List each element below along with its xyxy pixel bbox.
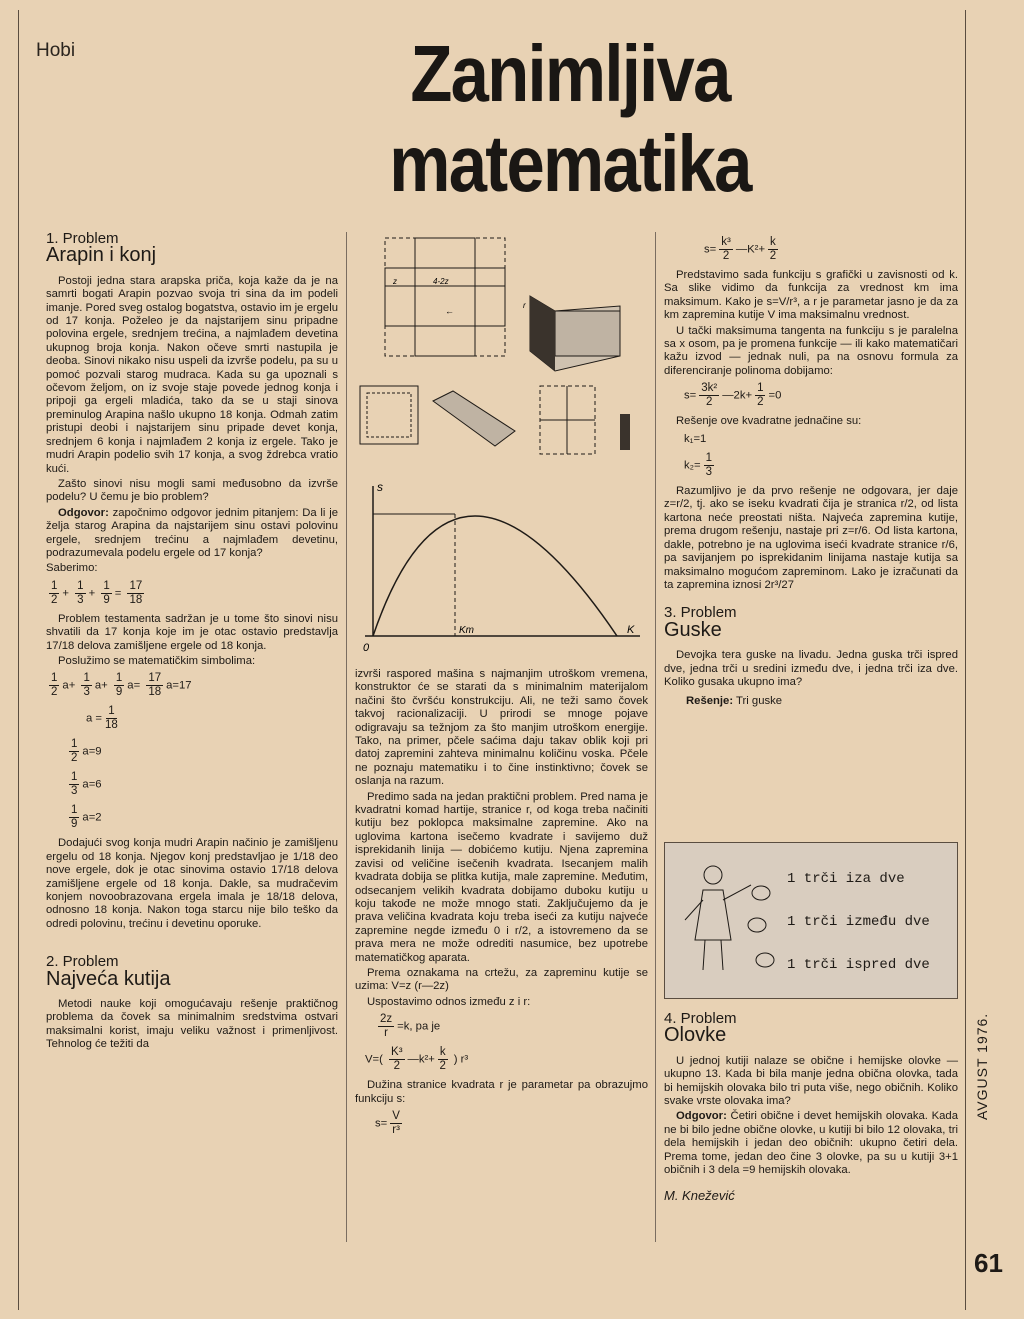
paragraph: Zašto sinovi nisu mogli sami međusobno da izvrše podelu? U čemu je bio problem? [46,477,338,504]
paragraph: Razumljivo je da prvo rešenje ne odgovara, jer daje z=r/2, tj. ako se iseku kvadrati čija je stranica r/2, od lista kartona neće preostati ništa. Najveća zapremina kutije, prema drugom rešenju, nastaje pri z=r/6. Od lista kartona, dakle, potrebno je na uglovima iseći kvadrate stranice r/6, pa savijanjem po isprekidanim linijama nastaje kutija sa maksimalno mogućom zapreminom. Lako je izračunati da ta zapremina iznosi 2r³/27 [664,485,958,591]
box-figures [355,236,648,666]
formula-derivative: s= $\frac{\text{3k²}}{2}$ —2k+ $\frac{1}{2}$ =0 [684,382,782,409]
section-label: Hobi [36,40,76,61]
answer-text: Tri guske [733,695,783,708]
formula-equation: $\frac{1}{2}$ a+ $\frac{1}{3}$ a+ $\frac{1}{9}$ a= $\frac{17}{18}$ a=17 [51,672,192,699]
paragraph: U jednoj kutiji nalaze se obične i hemijske olovke — ukupno 13. Kada bi bila manje jedna obična olovka, tada bi hemijskih olovaka bilo tri puta više, nego običnih. Koliko svake vrste olovaka ima? [664,1054,958,1108]
formula-third: $\frac{1}{3}$ a=6 [71,771,102,798]
paragraph: Rešenje ove kvadratne jednačine su: [676,415,862,428]
formula-k: $\frac{2z}{r}$ =k, pa je [380,1013,441,1040]
fig-label-mid: 4-2z [433,277,449,286]
title-line-2: matematika [389,119,751,208]
paragraph: Poslužimo se matematičkim simbolima: [58,654,256,667]
column-divider [655,232,656,1242]
formula-a: a = $\frac{1}{18}$ [86,705,118,732]
frac-num: 17 [129,579,143,592]
formula-s-label: s= [684,389,697,402]
paragraph: Problem testamenta sadržan je u tome što sinovi nisu shvatili da 17 konja koje im je otac ostavio predstavlja 17/18 delova zamišljene ergele od 18 konja. [46,612,338,652]
formula-result: a=6 [82,778,102,791]
paragraph: Prema oznakama na crtežu, za zapreminu kutije se uzima: V=z (r—2z) [355,966,648,993]
problem-2-title: Najveća kutija [46,967,171,990]
column-3-bottom [664,1012,958,1203]
formula-sum: $\frac{1}{2}$ + $\frac{1}{3}$ + $\frac{1}{9}$ = $\frac{17}{18}$ [51,579,143,606]
problem-2-number: 2. Problem [46,953,119,971]
formula-result: a=17 [166,679,192,692]
column-1 [46,232,338,1054]
paragraph: Dodajući svog konja mudri Arapin načinio je zamišljenu ergelu od 18 konja. Njegov konj predstavljao je 1/18 deo nove ergele, dok je otac sinovima ostavio 17/18 delova zamišljene ergele od 18 konja. Dakle, sa mudračevim konjem novoobrazovana ergela imala je 18/18 delova, odnosno 18 konja. Nakon toga starcu nije bilo teško da odredi polovinu, trećinu i devetinu oporuke. [46,837,338,930]
graph-s: s [377,480,383,494]
goose-line-3: 1 trči ispred dve [787,957,930,973]
problem-3-number: 3. Problem [664,604,737,622]
goose-line-1: 1 trči iza dve [787,871,905,887]
answer-label: Rešenje: [686,695,734,708]
problem-3-title: Guske [664,618,722,641]
answer-paragraph [664,1110,958,1177]
formula-s: s= $\frac{V}{\text{r³}}$ [375,1109,400,1136]
svg-text:←: ← [445,306,454,316]
formula-s-label: s= [704,243,717,256]
geese-illustration [664,842,958,999]
problem-4-title: Olovke [664,1024,727,1047]
formula-k2-label: k₂= [684,459,701,472]
paragraph: Predstavimo sada funkciju s grafički u zavisnosti od k. Sa slike vidimo da funkcija za vrednost km ima maksimum. Kako je s=V/r³, a r je parametar jasno je da za km zapremina kutije V ima maksimalnu vrednost. [664,269,958,322]
paragraph: Predimo sada na jedan praktični problem. Pred nama je kvadratni komad hartije, stranice r, od koga treba načiniti kutiju bez poklopca maksimalne zapremine. Ako na uglovima kartona isečemo kvadrate i savijemo duž isprekidanih linija — dobićemo kutiju. Njena zapremina zavisi od veličine isečenih kvadrata. Isecanjem malih kvadrata dobija se plitka kutija, male zapremine. Međutim, odsecanjem velikih kvadrata dobijamo duboku kutiju u koju takođe ne može mnogo stati. Zaključujemo da je prava veličina kvadrata koju treba iseći za kutiju najveće zapremine negde između 0 i r/2, a istovremeno da se prava mera ne može odrediti nasumice, bez upotrebe matematičkog aparata. [355,790,648,964]
problem-1-number: 1. Problem [46,230,119,247]
formula-ninth: $\frac{1}{9}$ a=2 [71,804,102,831]
formula-zero: =0 [768,389,782,402]
paragraph: Uspostavimo odnos između z i r: [367,995,531,1008]
paragraph: Dužina stranice kvadrata r je parametar pa obrazujmo funkciju s: [355,1079,648,1105]
title-line-1: Zanimljiva [410,29,730,118]
girl-geese-drawing [673,845,783,995]
author-signature: M. Knežević [664,1188,735,1204]
problem-4-number: 4. Problem [664,1010,737,1027]
paragraph: izvrši raspored mašina s najmanjim utroškom vremena, konstruktor će se starati da s minimalnim materijalom načini što čvršću konstrukciju. Ali, ne teži samo čovek takvoj racionalizaciji. U prirodi se mnoge pojave odigravaju sa težnjom za što manjim utroškom energije. Tako, na primer, pčele saćima daju takav oblik koji pri datoj zapremini zahteva minimalnu količinu voska. Pčele ne poznaju matematiku i to čine instinktivno; čovek se oslanja na razum. [355,668,648,788]
formula-k-text: =k, pa je [397,1020,441,1033]
goose-line-2: 1 trči između dve [787,914,930,930]
formula-result: a=9 [82,745,102,758]
issue-date: AVGUST 1976. [974,1012,990,1120]
formula-k2: k₂= $\frac{1}{3}$ [684,452,713,479]
problem-1-title: Arapin i konj [46,244,157,267]
fig-label-z: z [393,277,397,286]
column-2 [355,668,648,1143]
column-3 [664,232,958,711]
column-divider [346,232,347,1242]
answer-label: Odgovor: [58,506,109,519]
formula-v: V=( $\frac{\text{K³}}{2}$ —k²+ $\frac{k}{2}$ ) r³ [365,1046,469,1073]
frac-den: 18 [129,593,143,606]
answer-text: započnimo odgovor jednim pitanjem: Da li je želja starog Arapina da najstarijem sinu ostavi polovinu ergele, srednjem trećinu a najmlađem devetinu, podrazumevala podelu ergele od 17 konja? [46,506,338,559]
paragraph: U tački maksimuma tangenta na funkciju s je paralelna sa x osom, pa je promena funkcije — ili kako matematičari kažu izvod — jednak nuli, pa na osnovu formula za diferenciranje polinoma dobijamo: [664,324,958,377]
answer-paragraph [686,695,958,708]
page-number: 61 [974,1248,1003,1278]
formula-v-label: V= [365,1053,380,1066]
graph-km: Km [459,625,474,636]
answer-label: Odgovor: [676,1110,727,1123]
answer-paragraph [46,507,338,561]
paragraph: Saberimo: [46,562,98,575]
graph-k: K [627,624,635,636]
formula-half: $\frac{1}{2}$ a=9 [71,738,102,765]
formula-k1: k₁=1 [684,432,707,445]
formula-result: a=2 [82,811,102,824]
fig-label-r: r [523,301,526,310]
formula-s-k: s= $\frac{\text{k³}}{2}$ —K²+ $\frac{k}{2}$ [704,236,777,262]
graph-origin: 0 [363,642,370,654]
answer-text: Četiri obične i devet hemijskih olovaka. Kada ne bi bilo jedne obične olovke, u kutiji bi bilo 12 olovaka, tri dela hemijskih i jedan deo običnih: ukupno četiri dela. Prema tome, jedan deo čine 3 olovke, pa su u kutiji 3+1 običnih i 3 dela =9 hemijskih olovaka. [664,1110,958,1177]
formula-s-label: s= [375,1117,388,1130]
formula-a-label: a = [86,712,103,725]
paragraph: Postoji jedna stara arapska priča, koja kaže da je na samrti bogati Arapin pozvao svoja tri sina da im podeli imanje. Pored sveg ostalog bogatstva, ostavio im je ergelu od 17 konja. Poželeo je da najstarijem sinu pripadne polovina ergele, srednjem trećina, a najmlađem devetina ukupnog broja konja. Nakon očeve smrti nastupila je deoba. Sinovi nikako nisu uspeli da izvrše podelu, pa su u pomoć pozvali starog mudraca. Kada su ga upoznali s očevom željom, on iz svoje staje povede jednog konja i pripoji ga ergeli mladića, tako da se u staji sinova preminulog Arapina našlo ukupno 18 konja. Odmah zatim pristupi deobi i najstarijem sinu pripade devet konja, srednjem 6 konja i najmlađem 2 konja iz ergele. Tako je mudri Arapin podelio svih 17 konja, a svog ždrebca vratio kući. [46,274,338,475]
paragraph: Devojka tera guske na livadu. Jedna guska trči ispred dve, jedna trči u sredini između dve, i jedna trči iza dve. Koliko gusaka ukupno ima? [664,649,958,688]
paragraph: Metodi nauke koji omogućavaju rešenje praktičnog problema da čovek sa minimalnim sredstvima ostvari maksimalni korist, imaju veliku važnost i primenljivost. Tehnolog će težiti da [46,998,338,1051]
